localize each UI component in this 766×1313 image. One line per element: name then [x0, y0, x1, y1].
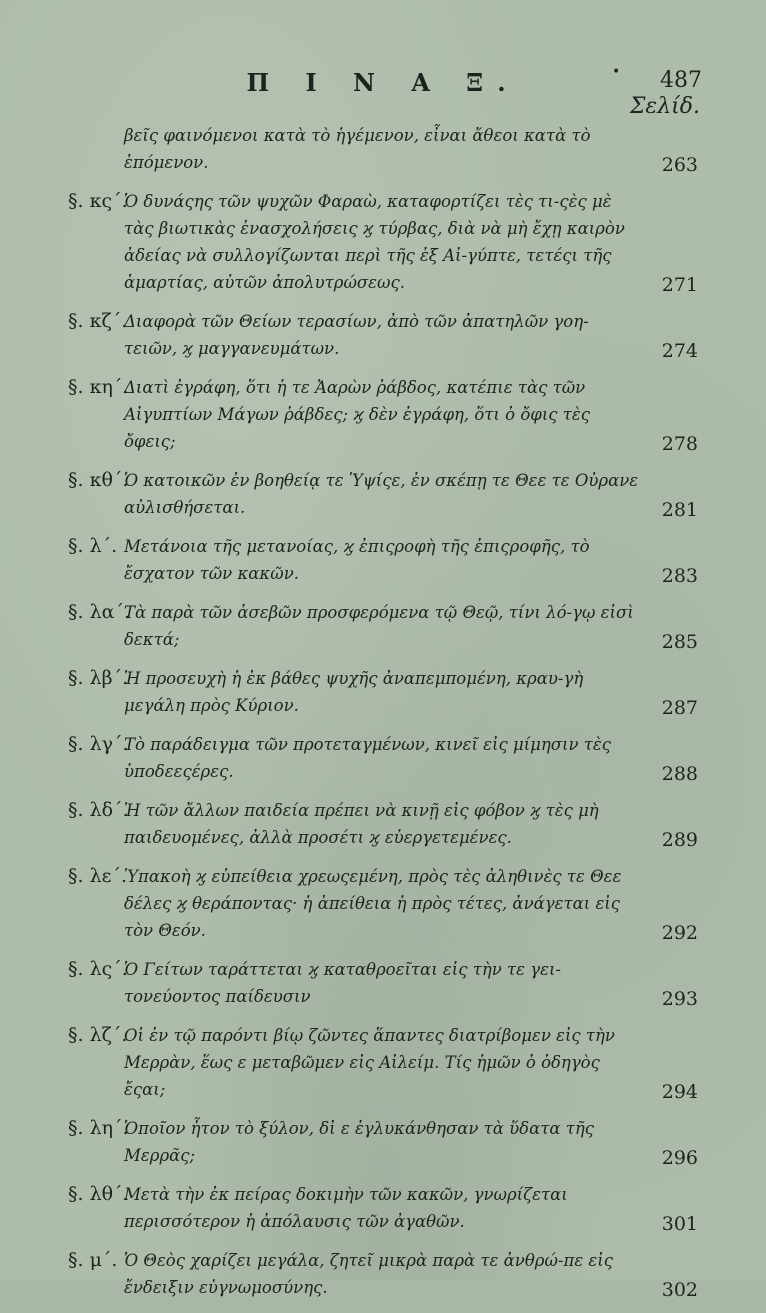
index-entry	[0, 599, 766, 653]
entry-page: 274	[661, 340, 698, 362]
entry-section: §. κς΄.	[68, 190, 128, 212]
entry-section: §. λα΄.	[68, 601, 130, 623]
index-entry	[0, 665, 766, 719]
index-entry	[0, 467, 766, 521]
entry-section: §. κθ΄.	[68, 469, 129, 491]
entry-section: §. λς΄.	[68, 958, 128, 980]
entry-section: §. κη΄.	[68, 376, 129, 398]
entry-page: 292	[661, 922, 698, 944]
entry-section: §. λγ΄.	[68, 733, 129, 755]
index-entry	[0, 1247, 766, 1301]
entry-page: 278	[661, 433, 698, 455]
index-entry	[0, 797, 766, 851]
index-entry	[0, 1115, 766, 1169]
entry-section: §. λβ΄.	[68, 667, 129, 689]
entry-page: 283	[661, 565, 698, 587]
entry-text: Διαφορὰ τῶν Θείων τερασίων, ἀπὸ τῶν ἀπατηλῶν γοη-τειῶν, ϗ μαγγανευμάτων.	[124, 312, 589, 358]
entry-text: Μετὰ τὴν ἐκ πείρας δοκιμὴν τῶν κακῶν, γνωρίζεται περισσότερον ἡ ἀπόλαυσις τῶν ἀγαθῶν.	[124, 1185, 568, 1231]
entry-text: Ὁ δυνάςης τῶν ψυχῶν Φαραὼ, καταφορτίζει τὲς τι-ςὲς μὲ τὰς βιωτικὰς ἐνασχολήσεις ϗ τύρβας, διὰ νὰ μὴ ἔχῃ καιρὸν ἀδείας νὰ συλλογίζωνται περὶ τῆς ἐξ Αἰ-γύπτε, τετέςι τῆς ἁμαρτίας, αὐτῶν ἀπολυτρώσεως.	[124, 192, 625, 292]
index-entry	[0, 863, 766, 944]
entry-text: Τὰ παρὰ τῶν ἀσεβῶν προσφερόμενα τῷ Θεῷ, τίνι λό-γῳ εἰσὶ δεκτά;	[124, 603, 634, 649]
entry-text: Μετάνοια τῆς μετανοίας, ϗ ἐπιςροφὴ τῆς ἐπιςροφῆς, τὸ ἔσχατον τῶν κακῶν.	[124, 537, 590, 583]
index-entry	[0, 731, 766, 785]
entry-text: βεῖς φαινόμενοι κατὰ τὸ ἡγέμενον, εἶναι ἄθεοι κατὰ τὸ ἑπόμενον.	[124, 126, 591, 172]
entry-page: 293	[661, 988, 698, 1010]
entry-section: §. λζ΄.	[68, 1024, 128, 1046]
index-entries	[0, 122, 766, 1313]
index-entry	[0, 188, 766, 296]
entry-text: Ὁ Γείτων ταράττεται ϗ καταθροεῖται εἰς τὴν τε γει-τονεύοντος παίδευσιν	[124, 960, 561, 1006]
entry-page: 294	[661, 1081, 698, 1103]
entry-page: 289	[661, 829, 698, 851]
index-entry	[0, 308, 766, 362]
entry-page: 287	[661, 697, 698, 719]
index-entry	[0, 1022, 766, 1103]
entry-text: Διατὶ ἐγράφη, ὅτι ἡ τε Ἀαρὼν ῥάβδος, κατέπιε τὰς τῶν Αἰγυπτίων Μάγων ῥάβδες; ϗ δὲν ἐγράφη, ὅτι ὁ ὄφις τὲς ὄφεις;	[124, 378, 590, 451]
index-entry	[0, 122, 766, 176]
index-entry	[0, 533, 766, 587]
index-entry	[0, 1181, 766, 1235]
entry-page: 302	[661, 1279, 698, 1301]
entry-section: §. λη΄.	[68, 1117, 129, 1139]
entry-section: §. μ΄.	[68, 1249, 118, 1271]
entry-section: §. κζ΄.	[68, 310, 128, 332]
entry-section: §. λθ΄.	[68, 1183, 129, 1205]
entry-section: §. λδ΄.	[68, 799, 129, 821]
entry-text: Ἡ τῶν ἄλλων παιδεία πρέπει νὰ κινῇ εἰς φόβον ϗ τὲς μὴ παιδευομένες, ἀλλὰ προσέτι ϗ εὐεργετεμένες.	[124, 801, 599, 847]
entry-text: Ὁ κατοικῶν ἐν βοηθείᾳ τε Ὑψίςε, ἐν σκέπῃ τε Θεε τε Οὐρανε αὐλισθήσεται.	[124, 471, 639, 517]
entry-page: 301	[661, 1213, 698, 1235]
entry-page: 271	[661, 274, 698, 296]
entry-text: Ἡ προσευχὴ ἡ ἐκ βάθες ψυχῆς ἀναπεμπομένη, κραυ-γὴ μεγάλη πρὸς Κύριον.	[124, 669, 584, 715]
entry-text: Ὁποῖον ἦτον τὸ ξύλον, δἰ ε ἐγλυκάνθησαν τὰ ὕδατα τῆς Μερρᾶς;	[124, 1119, 595, 1165]
entry-section: §. λε΄.	[68, 865, 128, 887]
index-entry	[0, 374, 766, 455]
entry-page: 285	[661, 631, 698, 653]
page-number: 487	[660, 68, 702, 93]
decorative-dot: •	[612, 64, 621, 80]
entry-text: Ὑπακοὴ ϗ εὐπείθεια χρεωςεμένη, πρὸς τὲς ἀληθινὲς τε Θεε δέλες ϗ θεράποντας· ἡ ἀπείθεια ἡ πρὸς τέτες, ἀνάγεται εἰς τὸν Θεόν.	[124, 867, 622, 940]
page-title: Π Ι Ν Α Ξ.	[246, 68, 520, 97]
column-label: Σελίδ.	[629, 94, 700, 119]
entry-text: Τὸ παράδειγμα τῶν προτεταγμένων, κινεῖ εἰς μίμησιν τὲς ὑποδεεςέρες.	[124, 735, 612, 781]
entry-page: 288	[661, 763, 698, 785]
entry-section: §. λ΄.	[68, 535, 118, 557]
entry-page: 296	[661, 1147, 698, 1169]
entry-text: Οἱ ἐν τῷ παρόντι βίῳ ζῶντες ἅπαντες διατρίβομεν εἰς τὴν Μερρὰν, ἕως ε μεταβῶμεν εἰς Αἰλείμ. Τίς ἡμῶν ὁ ὁδηγὸς ἔςαι;	[124, 1026, 615, 1099]
entry-page: 281	[661, 499, 698, 521]
index-entry	[0, 956, 766, 1010]
entry-page: 263	[661, 154, 698, 176]
entry-text: Ὁ Θεὸς χαρίζει μεγάλα, ζητεῖ μικρὰ παρὰ τε ἀνθρώ-πε εἰς ἔνδειξιν εὐγνωμοσύνης.	[124, 1251, 613, 1297]
